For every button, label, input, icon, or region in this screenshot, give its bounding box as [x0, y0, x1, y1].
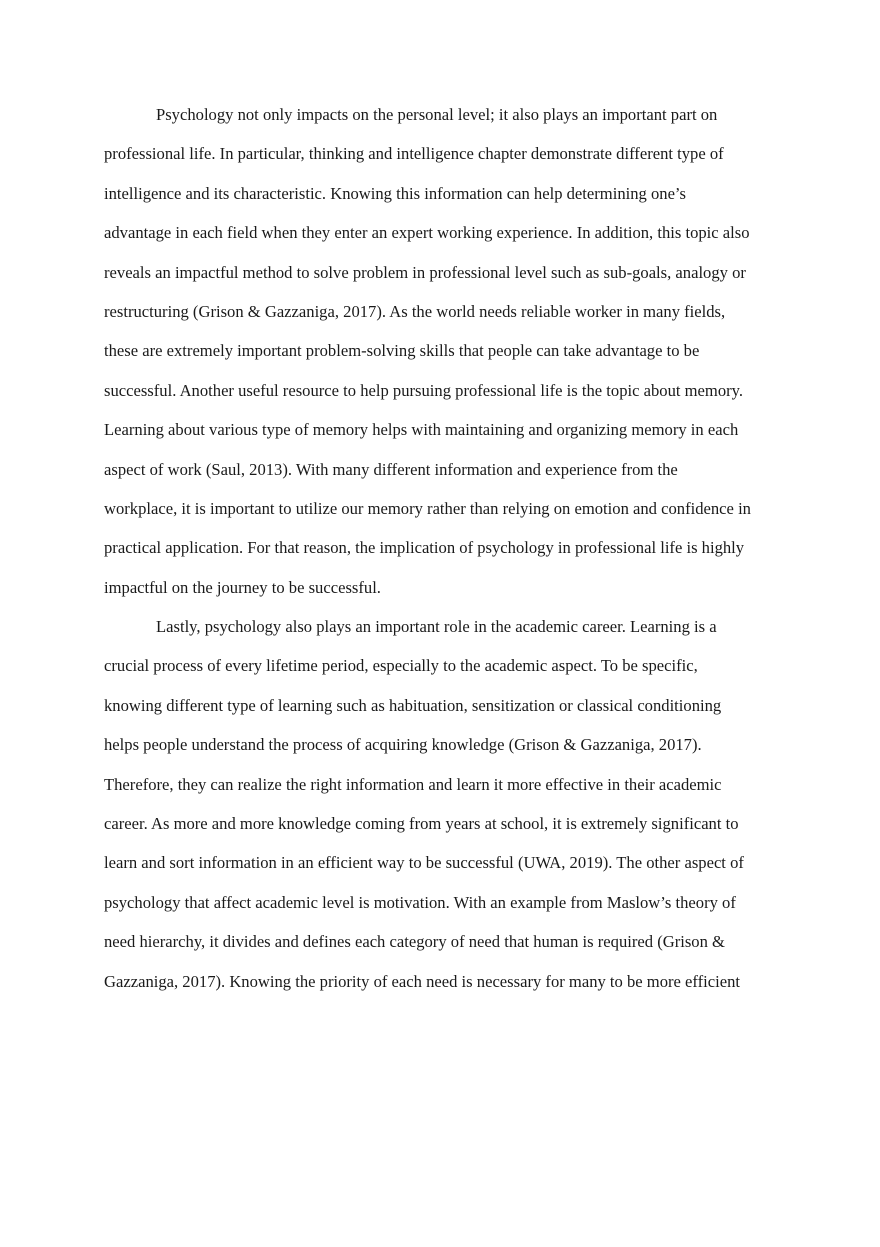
- text-line: successful. Another useful resource to help pursuing professional life is the topic about memory.: [104, 380, 744, 400]
- text-line: need hierarchy, it divides and defines each category of need that human is required (Grison &: [104, 932, 725, 952]
- text-line: helps people understand the process of acquiring knowledge (Grison & Gazzaniga, 2017).: [104, 735, 702, 755]
- text-line: learn and sort information in an efficient way to be successful (UWA, 2019). The other aspect of: [104, 853, 744, 873]
- text-line: intelligence and its characteristic. Knowing this information can help determining one’s: [104, 183, 686, 203]
- text-line: advantage in each field when they enter an expert working experience. In addition, this topic also: [104, 223, 750, 243]
- text-line: career. As more and more knowledge coming from years at school, it is extremely significant to: [104, 814, 739, 834]
- text-line: crucial process of every lifetime period, especially to the academic aspect. To be specific,: [104, 656, 698, 676]
- text-line: Psychology not only impacts on the personal level; it also plays an important part on: [156, 105, 718, 124]
- text-line: psychology that affect academic level is motivation. With an example from Maslow’s theory of: [104, 892, 736, 912]
- text-line: Therefore, they can realize the right information and learn it more effective in their academic: [104, 774, 722, 794]
- text-line: Lastly, psychology also plays an important role in the academic career. Learning is a: [156, 617, 717, 637]
- text-line: knowing different type of learning such as habituation, sensitization or classical conditioning: [104, 695, 722, 715]
- body-text: [104, 98, 794, 1004]
- text-line: aspect of work (Saul, 2013). With many different information and experience from the: [104, 459, 678, 479]
- text-line: practical application. For that reason, the implication of psychology in professional life is highly: [104, 538, 745, 558]
- paragraph-professional-life: [104, 98, 794, 610]
- text-line: restructuring (Grison & Gazzaniga, 2017). As the world needs reliable worker in many fields,: [104, 301, 726, 321]
- text-line: Learning about various type of memory helps with maintaining and organizing memory in each: [104, 420, 739, 440]
- text-line: impactful on the journey to be successful.: [104, 577, 381, 597]
- text-line: professional life. In particular, thinking and intelligence chapter demonstrate different type of: [104, 144, 724, 164]
- text-line: reveals an impactful method to solve problem in professional level such as sub-goals, analogy or: [104, 262, 746, 282]
- text-line: Gazzaniga, 2017). Knowing the priority of each need is necessary for many to be more efficient: [104, 971, 741, 991]
- paragraph-academic-career: [104, 610, 794, 1004]
- text-line: workplace, it is important to utilize our memory rather than relying on emotion and confidence in: [104, 498, 751, 518]
- text-line: these are extremely important problem-solving skills that people can take advantage to be: [104, 341, 700, 361]
